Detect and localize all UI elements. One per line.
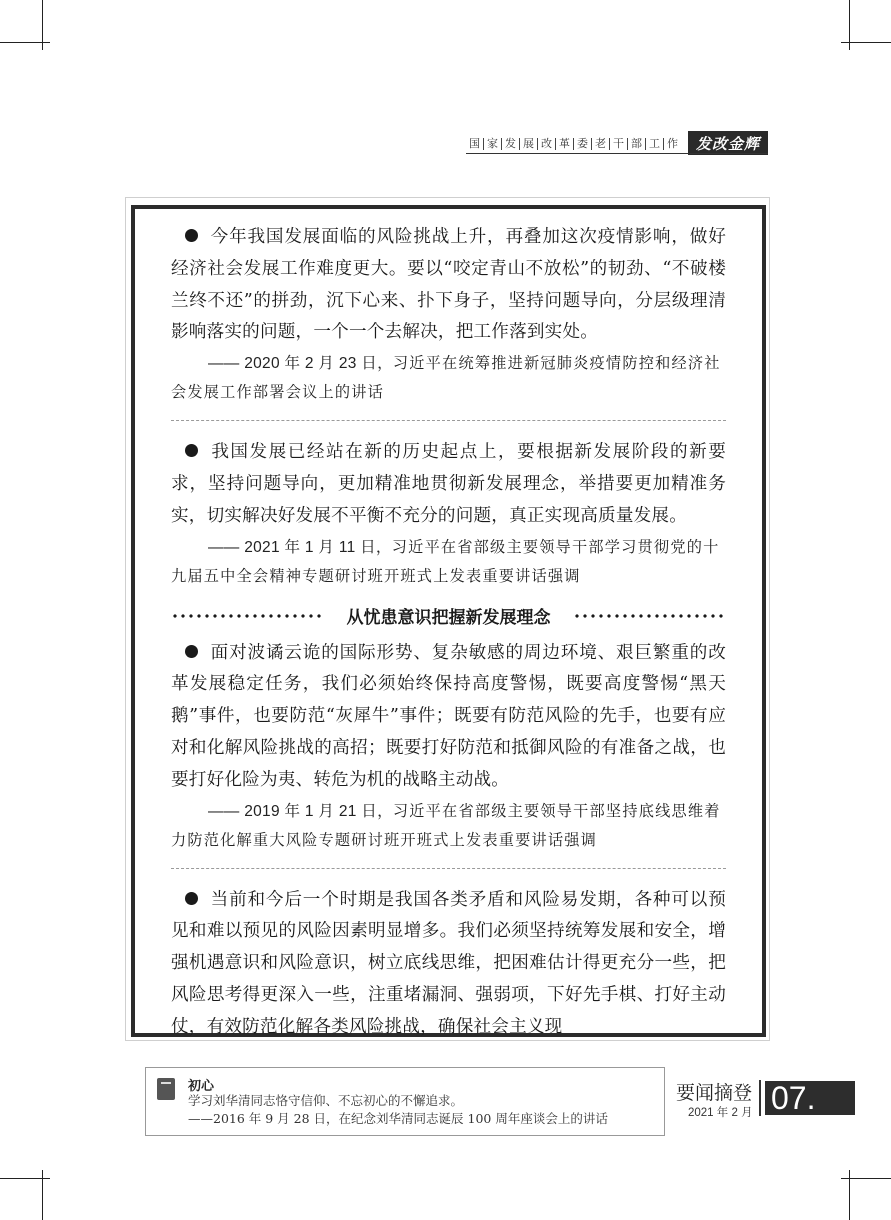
header-org-char: 工 — [646, 138, 664, 150]
quote-paragraph — [171, 437, 726, 532]
quote-text: 今年我国发展面临的风险挑战上升，再叠加这次疫情影响，做好经济社会发展工作难度更大。要以“咬定青山不放松”的韧劲、“不破楼兰终不还”的拼劲，沉下心来、扑下身子，坚持问题导向，分层级理清影响落实的问题，一个一个去解决，把工作落到实处。 — [171, 227, 726, 343]
header-org-char: 展 — [520, 138, 538, 150]
dotted-rule — [171, 614, 325, 618]
quote-paragraph — [171, 222, 726, 349]
bullet-icon — [185, 892, 198, 905]
quote-block — [171, 885, 726, 1044]
quote-block — [171, 222, 726, 406]
header-org-char: 发 — [502, 138, 520, 150]
quote-text: 面对波谲云诡的国际形势、复杂敏感的周边环境、艰巨繁重的改革发展稳定任务，我们必须始终保持高度警惕，既要高度警惕“黑天鹅”事件，也要防范“灰犀牛”事件；既要有防范风险的先手，也要有应对和化解风险挑战的高招；既要打好防范和抵御风险的有准备之战，也要打好化险为夷、转危为机的战略主动战。 — [171, 642, 726, 790]
bullet-icon — [185, 229, 198, 242]
header-brand-logo: 发改金辉 — [688, 131, 768, 155]
quote-block — [171, 638, 726, 854]
header-org-char: 部 — [628, 138, 646, 150]
footer-quote: 学习刘华清同志恪守信仰、不忘初心的不懈追求。 — [188, 1093, 464, 1108]
crop-mark — [0, 42, 50, 43]
quote-source — [171, 797, 726, 854]
section-heading — [171, 602, 726, 630]
header-org-char: 家 — [484, 138, 502, 150]
book-icon — [157, 1078, 175, 1100]
publication-date: 2021 年 2 月 — [688, 1107, 753, 1119]
crop-mark — [0, 1178, 50, 1179]
source-text: 习近平在省部级主要领导干部学习贯彻党的十九届五中全会精神专题研讨班开班式上发表重要讲话强调 — [171, 537, 720, 585]
dashed-divider — [171, 420, 726, 421]
source-date: —— 2019 年 1 月 21 日， — [208, 802, 393, 820]
source-date: —— 2020 年 2 月 23 日， — [208, 355, 393, 373]
publication-separator — [759, 1080, 761, 1116]
source-text: 习近平在省部级主要领导干部坚持底线思维着力防范化解重大风险专题研讨班开班式上发表重要讲话强调 — [171, 801, 721, 849]
source-date: —— 2021 年 1 月 11 日， — [208, 538, 392, 556]
crop-mark — [841, 42, 891, 43]
quote-source — [171, 533, 726, 590]
header-org-char: 革 — [556, 138, 574, 150]
quote-paragraph — [171, 885, 726, 1044]
footer-quote-box — [145, 1067, 665, 1136]
header-org-char: 干 — [610, 138, 628, 150]
dashed-divider — [171, 868, 726, 869]
header-org-name — [466, 134, 681, 154]
header-org-char: 老 — [592, 138, 610, 150]
section-title: 从忧患意识把握新发展理念 — [346, 608, 551, 628]
header-org-char: 作 — [667, 137, 678, 150]
footer-heading: 初心 — [188, 1079, 215, 1094]
source-text: 习近平在统筹推进新冠肺炎疫情防控和经济社会发展工作部署会议上的讲话 — [171, 354, 721, 402]
quote-paragraph — [171, 638, 726, 797]
publication-name: 要闻摘登 — [676, 1083, 753, 1104]
quote-text: 当前和今后一个时期是我国各类矛盾和风险易发期，各种可以预见和难以预见的风险因素明显增多。我们必须坚持统筹发展和安全，增强机遇意识和风险意识，树立底线思维，把困难估计得更充分一些，把风险思考得更深入一些，注重堵漏洞、强弱项，下好先手棋、打好主动仗，有效防范化解各类风险挑战，确保社会主义现 — [171, 889, 726, 1037]
quote-source — [171, 349, 726, 406]
quote-content — [171, 222, 726, 1044]
page-number: 07. — [765, 1081, 855, 1115]
quote-text: 我国发展已经站在新的历史起点上，要根据新发展阶段的新要求，坚持问题导向，更加精准地贯彻新发展理念，举措要更加精准务实，切实解决好发展不平衡不充分的问题，真正实现高质量发展。 — [171, 442, 726, 526]
header-org-char: 国 — [466, 138, 484, 150]
footer-source: ——2016 年 9 月 28 日，在纪念刘华清同志诞辰 100 周年座谈会上的讲话 — [188, 1111, 608, 1126]
bullet-icon — [185, 645, 198, 658]
quote-block — [171, 437, 726, 589]
header-org-char: 委 — [574, 138, 592, 150]
crop-mark — [841, 1178, 891, 1179]
dotted-rule — [573, 614, 727, 618]
header-rule — [466, 153, 768, 154]
bullet-icon — [185, 444, 198, 457]
header-org-char: 改 — [538, 138, 556, 150]
